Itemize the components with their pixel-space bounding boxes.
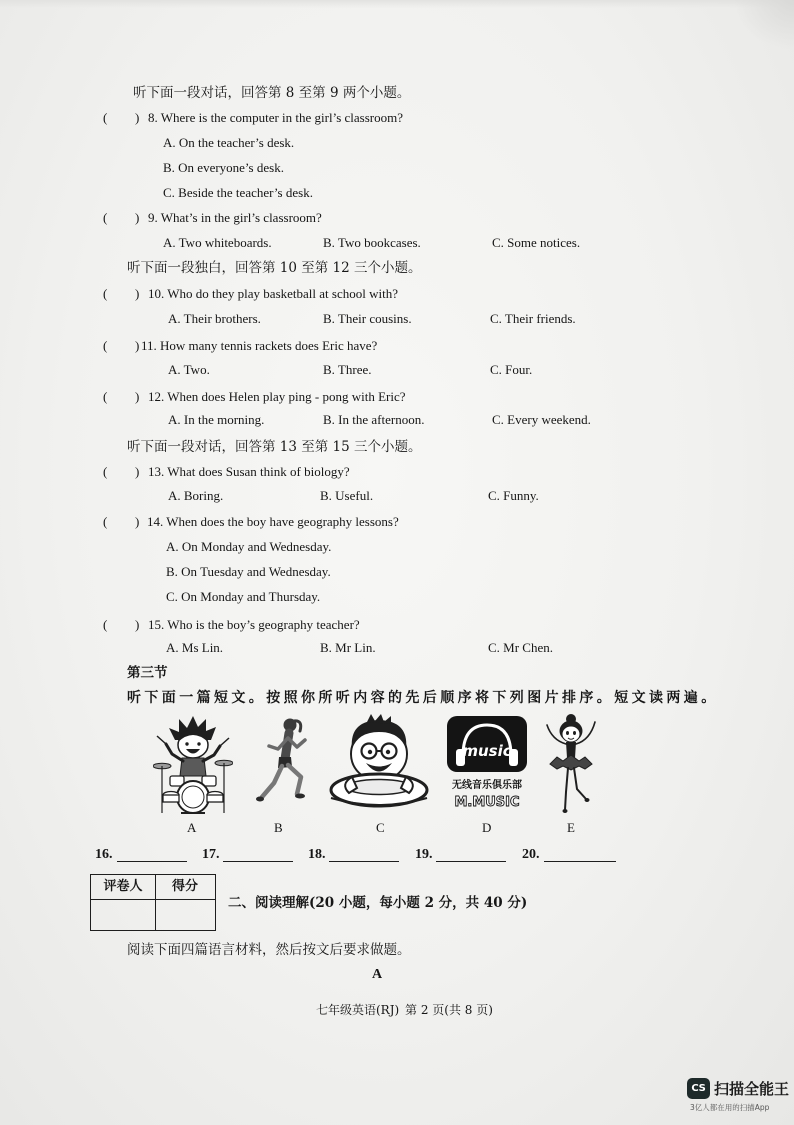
question-11-option-b: B. Three. xyxy=(323,362,372,377)
question-15-option-b: B. Mr Lin. xyxy=(320,640,376,655)
picture-label-b: B xyxy=(274,820,283,835)
reading-instruction: 阅读下面四篇语言材料，然后按文后要求做题。 xyxy=(127,942,411,958)
answer-number-18: 18. xyxy=(308,847,326,862)
answer-bracket-close: ) xyxy=(135,514,140,529)
answer-blank-17 xyxy=(223,861,293,862)
question-10-stem: 10. Who do they play basketball at school with? xyxy=(148,286,398,301)
answer-bracket-open: ( xyxy=(103,514,108,529)
question-11-option-a: A. Two. xyxy=(168,362,210,377)
answer-blank-16 xyxy=(117,861,187,862)
answer-number-20: 20. xyxy=(522,847,540,862)
picture-label-d: D xyxy=(482,820,492,835)
scan-edge-shadow xyxy=(0,0,794,8)
question-11-stem: 11. How many tennis rackets does Eric have? xyxy=(141,338,378,353)
section-3-instruction: 听下面一篇短文。按照你所听内容的先后顺序将下列图片排序。短文读两遍。 xyxy=(127,690,719,706)
question-15-options xyxy=(0,639,794,657)
answer-bracket-close: ) xyxy=(135,210,140,225)
picture-label-c: C xyxy=(376,820,385,835)
question-14-option-a: A. On Monday and Wednesday. xyxy=(166,539,332,554)
answer-bracket-open: ( xyxy=(103,617,108,632)
question-8-stem: 8. Where is the computer in the girl’s classroom? xyxy=(148,110,403,125)
question-9-option-c: C. Some notices. xyxy=(492,235,581,250)
answer-bracket-close: ) xyxy=(135,464,140,479)
grader-label: 评卷人 xyxy=(103,879,143,894)
question-15-option-a: A. Ms Lin. xyxy=(166,640,224,655)
question-10-option-c: C. Their friends. xyxy=(490,311,576,326)
answer-number-16: 16. xyxy=(95,847,113,862)
question-9-option-b: B. Two bookcases. xyxy=(323,235,421,250)
answer-bracket-close: ) xyxy=(135,110,140,125)
question-8-option-a: A. On the teacher’s desk. xyxy=(163,135,295,150)
reading-section-heading: 二、阅读理解(20 小题，每小题 2 分，共 40 分) xyxy=(228,895,528,911)
footer-subject: 七年级英语(RJ) xyxy=(316,1003,400,1017)
ballet-dancer-picture xyxy=(541,713,599,815)
answer-number-17: 17. xyxy=(202,847,220,862)
answer-bracket-open: ( xyxy=(103,338,108,353)
answer-bracket-open: ( xyxy=(103,110,108,125)
answer-blank-20 xyxy=(544,861,616,862)
question-10 xyxy=(0,285,794,303)
question-13-option-b: B. Useful. xyxy=(320,488,374,503)
answer-bracket-close: ) xyxy=(135,389,140,404)
music-club-logo xyxy=(445,716,529,810)
drummer-boy-picture xyxy=(153,716,233,816)
answer-bracket-open: ( xyxy=(103,464,108,479)
question-11-options xyxy=(0,361,794,379)
question-13-option-a: A. Boring. xyxy=(168,488,224,503)
footer-page-number: 第 2 页(共 8 页) xyxy=(405,1003,493,1017)
instruction-q8-q9: 听下面一段对话，回答第 8 至第 9 两个小题。 xyxy=(133,85,411,101)
question-9-option-a: A. Two whiteboards. xyxy=(163,235,272,250)
instruction-q13-q15: 听下面一段对话，回答第 13 至第 15 三个小题。 xyxy=(127,439,422,455)
answer-bracket-close: ) xyxy=(135,338,140,353)
question-15 xyxy=(0,616,794,634)
question-11 xyxy=(0,337,794,355)
answer-bracket-close: ) xyxy=(135,617,140,632)
passage-label: A xyxy=(372,967,383,982)
answer-bracket-close: ) xyxy=(135,286,140,301)
running-girl-picture xyxy=(256,716,314,812)
score-box xyxy=(90,874,216,931)
instruction-q10-q12: 听下面一段独白，回答第 10 至第 12 三个小题。 xyxy=(127,260,422,276)
scan-corner-shadow xyxy=(734,0,794,50)
score-box-divider-horizontal xyxy=(91,899,215,900)
score-label: 得分 xyxy=(171,879,198,894)
question-14-stem: 14. When does the boy have geography lessons? xyxy=(147,514,399,529)
question-10-options xyxy=(0,310,794,328)
question-14-option-b: B. On Tuesday and Wednesday. xyxy=(166,564,331,579)
picture-label-e: E xyxy=(567,820,575,835)
answer-number-19: 19. xyxy=(415,847,433,862)
question-9-stem: 9. What’s in the girl’s classroom? xyxy=(148,210,322,225)
question-15-stem: 15. Who is the boy’s geography teacher? xyxy=(148,617,360,632)
question-12-option-c: C. Every weekend. xyxy=(492,412,591,427)
question-14 xyxy=(0,513,794,531)
picture-label-a: A xyxy=(187,820,197,835)
question-12-option-b: B. In the afternoon. xyxy=(323,412,425,427)
logo-badge-text: music xyxy=(462,742,512,760)
question-13-stem: 13. What does Susan think of biology? xyxy=(148,464,350,479)
scanner-app-slogan: 3亿人都在用的扫描App xyxy=(690,1103,770,1112)
question-8-option-c: C. Beside the teacher’s desk. xyxy=(163,185,313,200)
question-8-option-b: B. On everyone’s desk. xyxy=(163,160,284,175)
question-8 xyxy=(0,109,794,127)
swimming-ring-boy-picture xyxy=(327,714,431,810)
question-13-options xyxy=(0,487,794,505)
question-12-options xyxy=(0,411,794,429)
question-12 xyxy=(0,388,794,406)
answer-blank-18 xyxy=(329,861,399,862)
answer-blank-19 xyxy=(436,861,506,862)
question-13-option-c: C. Funny. xyxy=(488,488,539,503)
scanner-app-logo: CS xyxy=(687,1078,710,1099)
scanner-app-name: 扫描全能王 xyxy=(714,1080,790,1098)
logo-chinese-text: 无线音乐俱乐部 xyxy=(452,780,522,791)
answer-bracket-open: ( xyxy=(103,389,108,404)
answer-bracket-open: ( xyxy=(103,286,108,301)
question-12-option-a: A. In the morning. xyxy=(168,412,265,427)
question-13 xyxy=(0,463,794,481)
question-11-option-c: C. Four. xyxy=(490,362,533,377)
question-9 xyxy=(0,209,794,227)
section-3-heading: 第三节 xyxy=(127,665,168,681)
question-10-option-a: A. Their brothers. xyxy=(168,311,261,326)
question-14-option-c: C. On Monday and Thursday. xyxy=(166,589,321,604)
answer-bracket-open: ( xyxy=(103,210,108,225)
question-12-stem: 12. When does Helen play ping - pong with Eric? xyxy=(148,389,406,404)
question-9-options xyxy=(0,234,794,252)
swimming-boy-head xyxy=(351,714,407,781)
question-10-option-b: B. Their cousins. xyxy=(323,311,412,326)
swim-ring xyxy=(331,774,427,806)
question-15-option-c: C. Mr Chen. xyxy=(488,640,553,655)
logo-english-text: M.MUSIC xyxy=(454,795,520,810)
